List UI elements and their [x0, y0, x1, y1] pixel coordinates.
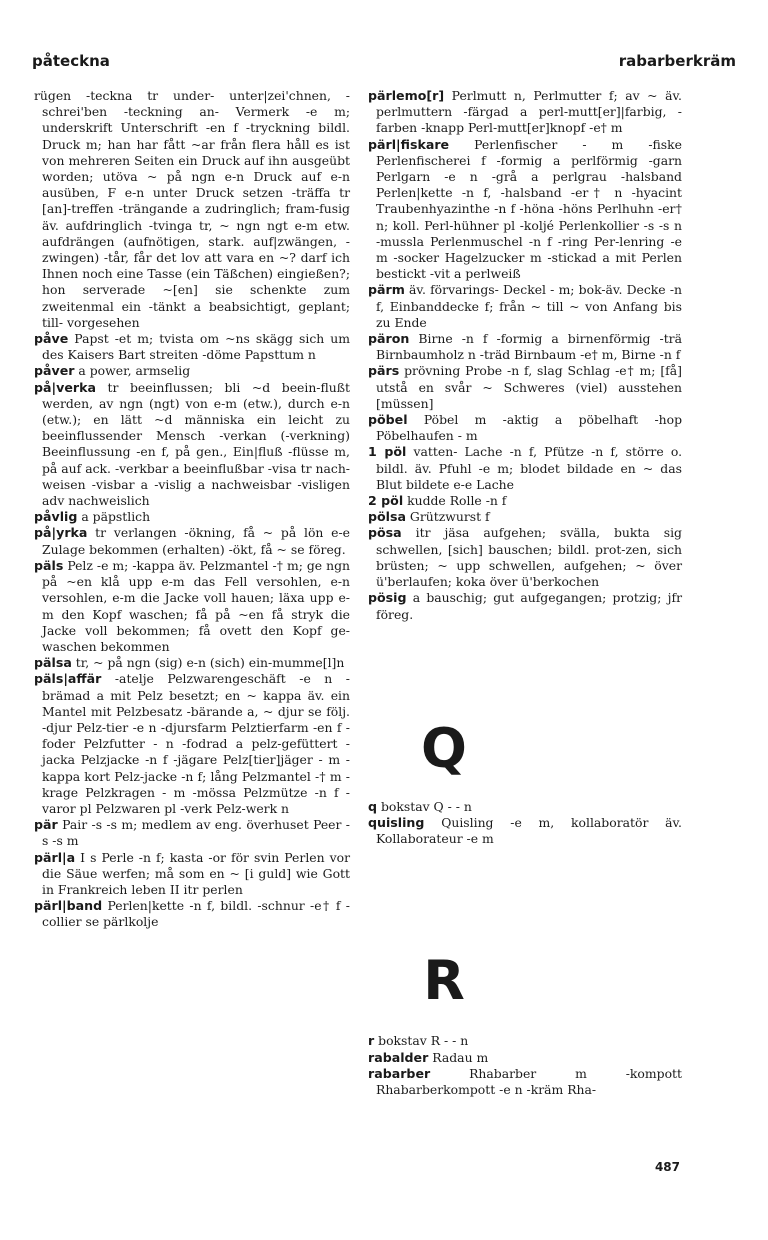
entry-headword: pär: [34, 817, 58, 833]
entry-headword: päls: [34, 557, 64, 573]
dictionary-entry: [368, 444, 682, 493]
entry-headword: påve: [34, 331, 69, 347]
dictionary-entry: [368, 282, 682, 331]
entry-text: tr beeinflussen; bli ~d beein-flußt werden, av ngn (ngt) von e-m (etw.), durch e-n (etw.); en lätt ~d människa ein leicht zu beeinflussender Mensch -verkan (-verkning) Beeinflussung -en f, på gen., Ein|fluß -flüsse m, på auf ack. -verkbar a beeinflußbar -visa tr nach-weisen -visbar a -vislig a nachweisbar -visligen adv nachweislich: [42, 379, 350, 509]
entry-headword: pärlemo[r]: [368, 88, 445, 103]
entry-headword: rabarber: [368, 1065, 431, 1081]
dictionary-entry: [368, 1050, 682, 1066]
entry-text: Birne -n f -formig a birnenförmig -trä Birnbaumholz n -träd Birnbaum -e† m, Birne -n f: [376, 331, 682, 363]
entry-headword: påvlig: [34, 509, 78, 525]
dictionary-entry: [368, 815, 682, 847]
entry-headword: päron: [368, 331, 410, 347]
entry-headword: päls|affär: [34, 671, 102, 687]
page-number: 487: [654, 1160, 680, 1174]
section-letter-r: R: [423, 949, 465, 1013]
page-header: [32, 52, 736, 74]
entry-text: Perlen|kette -n f, bildl. -schnur -e† f -collier se pärlkolje: [42, 898, 350, 930]
dictionary-entry: [34, 850, 350, 899]
entry-text: kudde Rolle -n f: [403, 493, 507, 509]
dictionary-entry: [368, 799, 682, 815]
entry-headword: på|verka: [34, 379, 96, 395]
dictionary-entry: [368, 590, 682, 622]
entry-headword: pölsa: [368, 509, 406, 525]
left-column: [34, 88, 350, 931]
dictionary-entry: [368, 137, 682, 283]
header-right-guideword: rabarberkräm: [618, 52, 736, 70]
entry-text: Perlmutt n, Perlmutter f; av ~ äv. perlmuttern -färgad a perl-mutt[er]|farbig, -farben -knapp Perl-mutt[er]knopf -e† m: [376, 88, 682, 136]
dictionary-entry: [368, 493, 682, 509]
entry-text: bokstav Q - - n: [377, 798, 472, 814]
entry-text: tr verlangen -ökning, få ~ på lön e-e Zulage bekommen (erhalten) -ökt, få ~ se föreg.: [42, 525, 350, 557]
entry-text: bokstav R - - n: [374, 1033, 469, 1049]
entry-text: a power, armselig: [74, 363, 191, 379]
dictionary-entry: [368, 363, 682, 412]
dictionary-entry: [34, 898, 350, 930]
entry-text: Rhabarber m -kompott Rhabarberkompott -e n -kräm Rha-: [376, 1065, 682, 1097]
dictionary-entry: [34, 525, 350, 557]
entry-headword: på|yrka: [34, 525, 88, 541]
entry-text: Perlenfischer - m -fiske Perlenfischerei f -formig a perlförmig -garn Perlgarn -e n -grå a perlgrau -halsband Perlen|kette -n f, -halsband -er† n -hyacint Traubenhyazinthe -n f -höna -höns Perlhuhn -er† n; koll. Perl-hühner pl -koljé Perlenkollier -s -s n -mussla Perlenmuschel -n f -ring Per-lenring -e m -socker Hagelzucker m -stickad a mit Perlen bestickt -vit a perlweiß: [376, 136, 682, 282]
entry-text: a bauschig; gut aufgegangen; protzig; jfr föreg.: [376, 590, 682, 622]
dictionary-entry: [34, 380, 350, 510]
right-column-entries-q: [368, 799, 682, 848]
entry-text: Papst -et m; tvista om ~ns skägg sich um des Kaisers Bart streiten -döme Papsttum n: [42, 331, 350, 363]
dictionary-entry: [34, 88, 350, 331]
entry-headword: r: [368, 1033, 375, 1049]
entry-headword: q: [368, 798, 378, 814]
entry-headword: quisling: [368, 814, 425, 830]
right-column-entries-p: [368, 88, 682, 623]
entry-headword: rabalder: [368, 1049, 429, 1065]
entry-text: Pair -s -s m; medlem av eng. överhuset Peer -s -s m: [42, 817, 350, 849]
entry-headword: påver: [34, 363, 75, 379]
entry-text: rügen -teckna tr under- unter|zei'chnen, -schrei'ben -teckning an- Vermerk -e m; underskrift Unterschrift -en f -tryckning bildl. Druck m; han har fått ~ar från flera håll es ist von mehreren Seiten ein Druck auf ihn ausgeübt worden; utöva ~ på ngn e-n Druck auf e-n ausüben, F e-n unter Druck setzen -träffa tr [an]-treffen -trängande a zudringlich; fram-fusig äv. aufdringlich -tvinga tr, ~ ngn ngt e-m etw. aufdrängen (aufnötigen, stark. auf|zwängen, -zwingen) -tår, får det lov att vara en ~? darf ich Ihnen noch eine Tasse (ein Täßchen) eingießen?; hon serverade ~[en] sie schenkte zum zweitenmal ein -tänkt a beabsichtigt, geplant; till- vorgesehen: [34, 88, 350, 330]
dictionary-entry: [34, 363, 350, 379]
entry-text: Pöbel m -aktig a pöbelhaft -hop Pöbelhaufen - m: [376, 412, 682, 444]
entry-text: a päpstlich: [77, 509, 151, 525]
entry-headword: pärs: [368, 363, 400, 379]
entry-headword: pärl|fiskare: [368, 136, 450, 152]
right-column-entries-r: [368, 1033, 682, 1098]
dictionary-entry: [34, 817, 350, 849]
header-left-guideword: påteckna: [32, 52, 110, 70]
dictionary-entry: [34, 509, 350, 525]
entry-headword: pälsa: [34, 655, 72, 671]
dictionary-entry: [368, 331, 682, 363]
dictionary-entry: [368, 525, 682, 590]
entry-text: Grützwurst f: [405, 509, 490, 525]
entry-text: Pelz -e m; -kappa äv. Pelzmantel -† m; ge ngn på ~en klå upp e-m das Fell versohlen, e-n versohlen, e-m die Jacke voll hauen; läxa upp e-m den Kopf waschen; få på ~en få stryk die Jacke voll bekommen; få ovett den Kopf ge-waschen bekommen: [42, 557, 350, 654]
entry-headword: pärm: [368, 282, 405, 298]
dictionary-entry: [34, 331, 350, 363]
dictionary-entry: [368, 1033, 682, 1049]
dictionary-entry: [368, 1066, 682, 1098]
right-column: [368, 88, 682, 1098]
entry-text: tr, ~ på ngn (sig) e-n (sich) ein-mumme[l]n: [71, 655, 345, 671]
entry-headword: 2 pöl: [368, 493, 404, 509]
entry-headword: pärl|a: [34, 849, 76, 865]
entry-headword: pärl|band: [34, 898, 103, 914]
dictionary-entry: [368, 509, 682, 525]
entry-text: prövning Probe -n f, slag Schlag -e† m; [få] utstå en svår ~ Schweres (viel) ausstehen [müssen]: [376, 363, 682, 411]
entry-text: vatten- Lache -n f, Pfütze -n f, större o. bildl. äv. Pfuhl -e m; blodet bildade en ~ das Blut bildete e-e Lache: [376, 444, 683, 492]
dictionary-entry: [34, 655, 350, 671]
entry-headword: pöbel: [368, 412, 408, 428]
entry-text: äv. förvarings- Deckel - m; bok-äv. Decke -n f, Einbanddecke f; från ~ till ~ von Anfang bis zu Ende: [376, 282, 682, 330]
entry-text: -atelje Pelzwarengeschäft -e n -brämad a mit Pelz besetzt; en ~ kappa äv. ein Mantel mit Pelzbesatz -bärande a, ~ djur se följ. -djur Pelz-tier -e n -djursfarm Pelztierfarm -en f -foder Pelzfutter - n -fodrad a pelz-gefüttert -jacka Pelzjacke -n f -jägare Pelz[tier]jäger - m -kappa kort Pelz-jacke -n f; lång Pelzmantel -† m -krage Pelzkragen - m -mössa Pelzmütze -n f -varor pl Pelzwaren pl -verk Pelz-werk n: [42, 671, 350, 816]
dictionary-entry: [34, 671, 350, 817]
entry-text: Radau m: [428, 1049, 489, 1065]
entry-text: itr jäsa aufgehen; svälla, bukta sig schwellen, [sich] bauschen; bildl. prot-zen, sich brüsten; ~ upp schwellen, aufgehen; ~ över ü'berlaufen; koka över ü'berkochen: [376, 525, 682, 590]
dictionary-entry: [368, 88, 682, 137]
entry-headword: pösa: [368, 525, 402, 541]
entry-text: I s Perle -n f; kasta -or för svin Perlen vor die Säue werfen; må som en ~ [i guld] wie Gott in Frankreich leben II itr perlen: [42, 849, 350, 897]
section-letter-q: Q: [421, 716, 467, 780]
entry-text: Quisling -e m, kollaboratör äv. Kollaborateur -e m: [376, 814, 682, 847]
entry-headword: 1 pöl: [368, 444, 407, 460]
dictionary-entry: [34, 558, 350, 655]
entry-headword: pösig: [368, 590, 407, 606]
dictionary-entry: [368, 412, 682, 444]
